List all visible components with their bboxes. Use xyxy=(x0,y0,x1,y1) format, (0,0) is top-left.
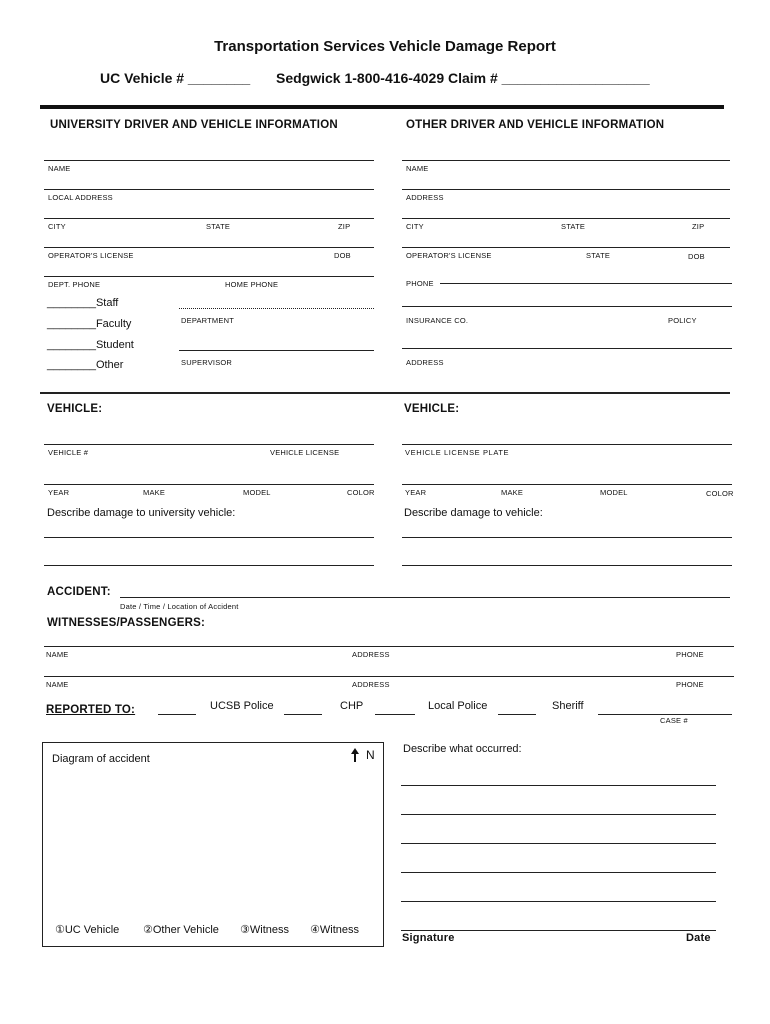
univ-zip-label: ZIP xyxy=(338,222,351,231)
occurred-line-3[interactable] xyxy=(401,843,716,844)
witness-1-address-label: ADDRESS xyxy=(352,650,390,659)
other-city-line[interactable] xyxy=(402,218,730,219)
occurred-line-1[interactable] xyxy=(401,785,716,786)
other-damage-label: Describe damage to vehicle: xyxy=(404,507,543,519)
other-damage-line-2[interactable] xyxy=(402,565,732,566)
legend-other-vehicle: ②Other Vehicle xyxy=(143,924,219,936)
reported-to-heading: REPORTED TO: xyxy=(46,704,136,716)
other-city-label: CITY xyxy=(406,222,424,231)
department-line[interactable] xyxy=(179,308,374,309)
witnesses-heading: WITNESSES/PASSENGERS: xyxy=(47,617,205,629)
univ-model-label: MODEL xyxy=(243,488,271,497)
witness-line-2[interactable] xyxy=(44,676,734,677)
other-license-line[interactable] xyxy=(402,247,730,248)
accident-heading: ACCIDENT: xyxy=(47,586,111,598)
university-section-heading: UNIVERSITY DRIVER AND VEHICLE INFORMATION xyxy=(50,119,338,131)
north-label: N xyxy=(366,748,375,762)
univ-color-label: COLOR xyxy=(347,488,375,497)
other-model-label: MODEL xyxy=(600,488,628,497)
other-phone-line[interactable] xyxy=(440,283,732,284)
other-address-label: ADDRESS xyxy=(406,193,444,202)
student-option[interactable]: ________Student xyxy=(47,339,134,351)
occurred-line-4[interactable] xyxy=(401,872,716,873)
univ-vehicle-license-label: VEHICLE LICENSE xyxy=(270,448,340,457)
chp-label: CHP xyxy=(340,700,364,712)
witness-2-phone-label: PHONE xyxy=(676,680,704,689)
other-damage-line-1[interactable] xyxy=(402,537,732,538)
witness-2-name-label: NAME xyxy=(46,680,69,689)
other-insurance-line[interactable] xyxy=(402,306,732,307)
univ-damage-line-1[interactable] xyxy=(44,537,374,538)
date-label: Date xyxy=(686,932,711,944)
other-section-heading: OTHER DRIVER AND VEHICLE INFORMATION xyxy=(406,119,665,131)
signature-label: Signature xyxy=(402,932,455,944)
univ-damage-line-2[interactable] xyxy=(44,565,374,566)
occurred-line-2[interactable] xyxy=(401,814,716,815)
supervisor-line[interactable] xyxy=(179,350,374,351)
univ-vehicle-line[interactable] xyxy=(44,444,374,445)
accident-caption: Date / Time / Location of Accident xyxy=(120,602,239,611)
other-license-plate-label: VEHICLE LICENSE PLATE xyxy=(405,448,510,457)
other-zip-label: ZIP xyxy=(692,222,705,231)
other-name-line[interactable] xyxy=(402,160,730,161)
signature-line[interactable] xyxy=(401,930,716,931)
univ-home-phone-label: HOME PHONE xyxy=(225,280,279,289)
sheriff-blank[interactable] xyxy=(498,714,536,715)
other-vehicle-line[interactable] xyxy=(402,444,732,445)
other-phone-label: PHONE xyxy=(406,279,434,288)
univ-name-label: NAME xyxy=(48,164,71,173)
univ-make-label: MAKE xyxy=(143,488,166,497)
case-number-label: CASE # xyxy=(660,716,688,725)
univ-damage-label: Describe damage to university vehicle: xyxy=(47,507,236,519)
univ-name-line[interactable] xyxy=(44,160,374,161)
legend-witness-2: ④Witness xyxy=(310,924,359,936)
other-address-line[interactable] xyxy=(402,189,730,190)
other-color-label: COLOR xyxy=(706,489,734,498)
page-title: Transportation Services Vehicle Damage Report xyxy=(214,38,556,55)
other-year-line[interactable] xyxy=(402,484,732,485)
case-number-line[interactable] xyxy=(598,714,732,715)
diagram-title: Diagram of accident xyxy=(52,753,150,765)
header-divider xyxy=(40,105,724,109)
univ-city-line[interactable] xyxy=(44,218,374,219)
local-police-label: Local Police xyxy=(428,700,488,712)
other-state-label: STATE xyxy=(561,222,586,231)
univ-vehicle-no-label: VEHICLE # xyxy=(48,448,89,457)
witness-1-phone-label: PHONE xyxy=(676,650,704,659)
other-make-label: MAKE xyxy=(501,488,524,497)
section-divider xyxy=(40,392,730,394)
other-license-state-label: STATE xyxy=(586,251,611,260)
other-year-label: YEAR xyxy=(405,488,427,497)
occurred-heading: Describe what occurred: xyxy=(403,743,522,755)
chp-blank[interactable] xyxy=(284,714,322,715)
univ-year-label: YEAR xyxy=(48,488,70,497)
witness-2-address-label: ADDRESS xyxy=(352,680,390,689)
other-name-label: NAME xyxy=(406,164,429,173)
ucsb-police-blank[interactable] xyxy=(158,714,196,715)
local-police-blank[interactable] xyxy=(375,714,415,715)
diagram-box[interactable] xyxy=(42,742,384,947)
ucsb-police-label: UCSB Police xyxy=(210,700,274,712)
univ-phone-line[interactable] xyxy=(44,276,374,277)
univ-dept-phone-label: DEPT. PHONE xyxy=(48,280,101,289)
occurred-line-5[interactable] xyxy=(401,901,716,902)
sheriff-label: Sheriff xyxy=(552,700,584,712)
legend-witness-1: ③Witness xyxy=(240,924,289,936)
univ-vehicle-heading: VEHICLE: xyxy=(47,403,103,415)
faculty-option[interactable]: ________Faculty xyxy=(47,318,132,330)
univ-license-label: OPERATOR'S LICENSE xyxy=(48,251,134,260)
department-label: DEPARTMENT xyxy=(181,316,234,325)
other-license-label: OPERATOR'S LICENSE xyxy=(406,251,492,260)
other-address2-line[interactable] xyxy=(402,348,732,349)
other-insurance-label: INSURANCE CO. xyxy=(406,316,469,325)
univ-address-label: LOCAL ADDRESS xyxy=(48,193,113,202)
other-address2-label: ADDRESS xyxy=(406,358,444,367)
supervisor-label: SUPERVISOR xyxy=(181,358,233,367)
accident-line[interactable] xyxy=(120,597,730,598)
witness-1-name-label: NAME xyxy=(46,650,69,659)
other-option[interactable]: ________Other xyxy=(47,359,124,371)
univ-address-line[interactable] xyxy=(44,189,374,190)
sedgwick-claim-field[interactable]: Sedgwick 1-800-416-4029 Claim # ___________________ xyxy=(276,70,650,86)
univ-dob-label: DOB xyxy=(334,251,351,260)
north-arrow-icon xyxy=(349,747,361,763)
staff-option[interactable]: ________Staff xyxy=(47,297,119,309)
other-dob-label: DOB xyxy=(688,252,705,261)
univ-state-label: STATE xyxy=(206,222,231,231)
other-policy-label: POLICY xyxy=(668,316,697,325)
univ-license-line[interactable] xyxy=(44,247,374,248)
legend-uc-vehicle: ①UC Vehicle xyxy=(55,924,120,936)
other-vehicle-heading: VEHICLE: xyxy=(404,403,460,415)
witness-line-1[interactable] xyxy=(44,646,734,647)
uc-vehicle-field[interactable]: UC Vehicle # ________ xyxy=(100,70,251,86)
univ-year-line[interactable] xyxy=(44,484,374,485)
univ-city-label: CITY xyxy=(48,222,66,231)
